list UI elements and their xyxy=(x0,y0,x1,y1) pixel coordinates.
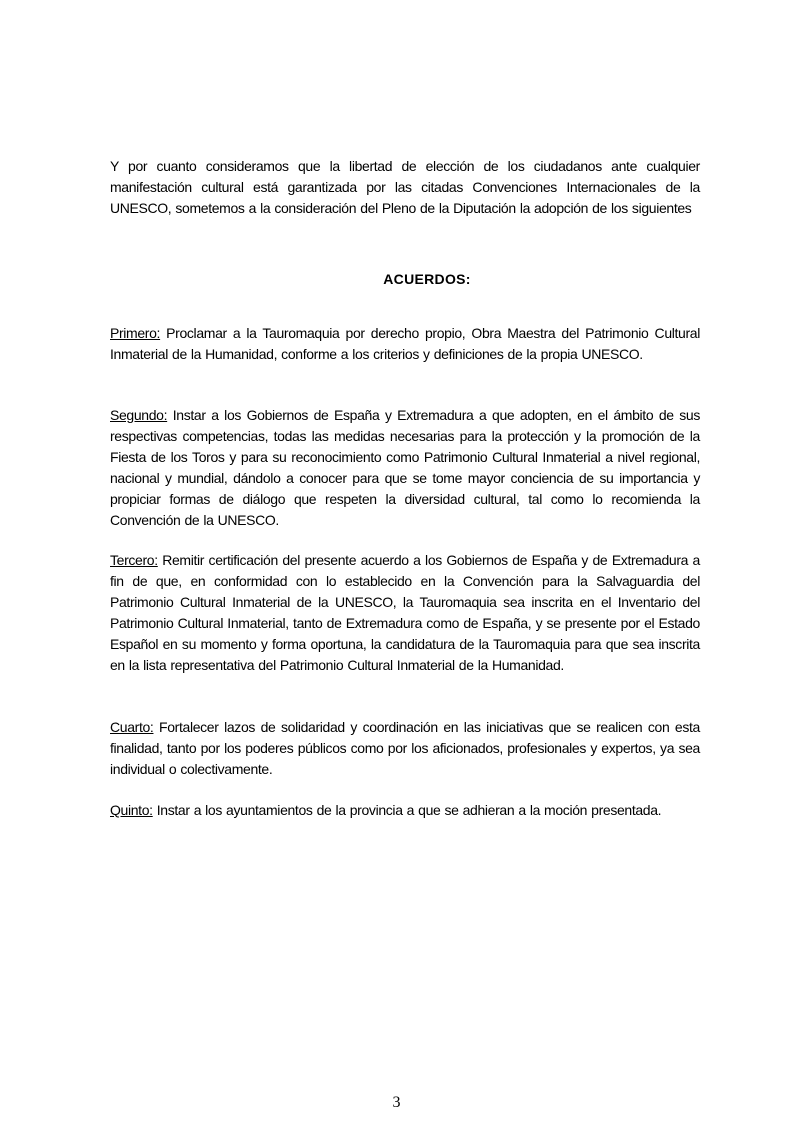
agreement-cuarto xyxy=(110,717,700,780)
agreement-text: Instar a los Gobiernos de España y Extremadura a que adopten, en el ámbito de sus respectivas competencias, todas las medidas necesarias para la protección y la promoción de la Fiesta de los Toros y para su reconocimiento como Patrimonio Cultural Inmaterial a nivel regional, nacional y mundial, dándolo a conocer para que se tome mayor conciencia de su importancia y propiciar formas de diálogo que respeten la diversidad cultural, tal como lo recomienda la Convención de la UNESCO. xyxy=(110,407,700,528)
agreement-text: Proclamar a la Tauromaquia por derecho propio, Obra Maestra del Patrimonio Cultural Inmaterial de la Humanidad, conforme a los criterios y definiciones de la propia UNESCO. xyxy=(110,325,700,362)
agreement-primero xyxy=(110,323,700,365)
agreement-label: Cuarto: xyxy=(110,719,154,735)
intro-text: Y por cuanto consideramos que la libertad de elección de los ciudadanos ante cualquier manifestación cultural está garantizada por las citadas Convenciones Internacionales de la UNESCO, sometemos a la consideración del Pleno de la Diputación la adopción de los siguientes xyxy=(110,158,700,216)
agreement-label: Tercero: xyxy=(110,552,158,568)
agreement-text: Instar a los ayuntamientos de la provincia a que se adhieran a la moción presentada. xyxy=(152,802,662,818)
agreement-label: Segundo: xyxy=(110,407,168,423)
agreement-tercero xyxy=(110,550,700,676)
agreement-segundo xyxy=(110,405,700,531)
agreement-label: Quinto: xyxy=(110,802,153,818)
intro-paragraph xyxy=(110,156,700,219)
page-number: 3 xyxy=(392,1094,401,1111)
agreement-quinto xyxy=(110,800,700,821)
section-heading: ACUERDOS: xyxy=(383,271,471,287)
agreement-label: Primero: xyxy=(110,325,161,341)
agreement-text: Fortalecer lazos de solidaridad y coordinación en las iniciativas que se realicen con esta finalidad, tanto por los poderes públicos como por los aficionados, profesionales y expertos, ya sea individual o colectivamente. xyxy=(110,719,700,777)
agreement-text: Remitir certificación del presente acuerdo a los Gobiernos de España y de Extremadura a fin de que, en conformidad con lo establecido en la Convención para la Salvaguardia del Patrimonio Cultural Inmaterial de la UNESCO, la Tauromaquia sea inscrita en el Inventario del Patrimonio Cultural Inmaterial, tanto de Extremadura como de España, y se presente por el Estado Español en su momento y forma oportuna, la candidatura de la Tauromaquia para que sea inscrita en la lista representativa del Patrimonio Cultural Inmaterial de la Humanidad. xyxy=(110,552,700,673)
